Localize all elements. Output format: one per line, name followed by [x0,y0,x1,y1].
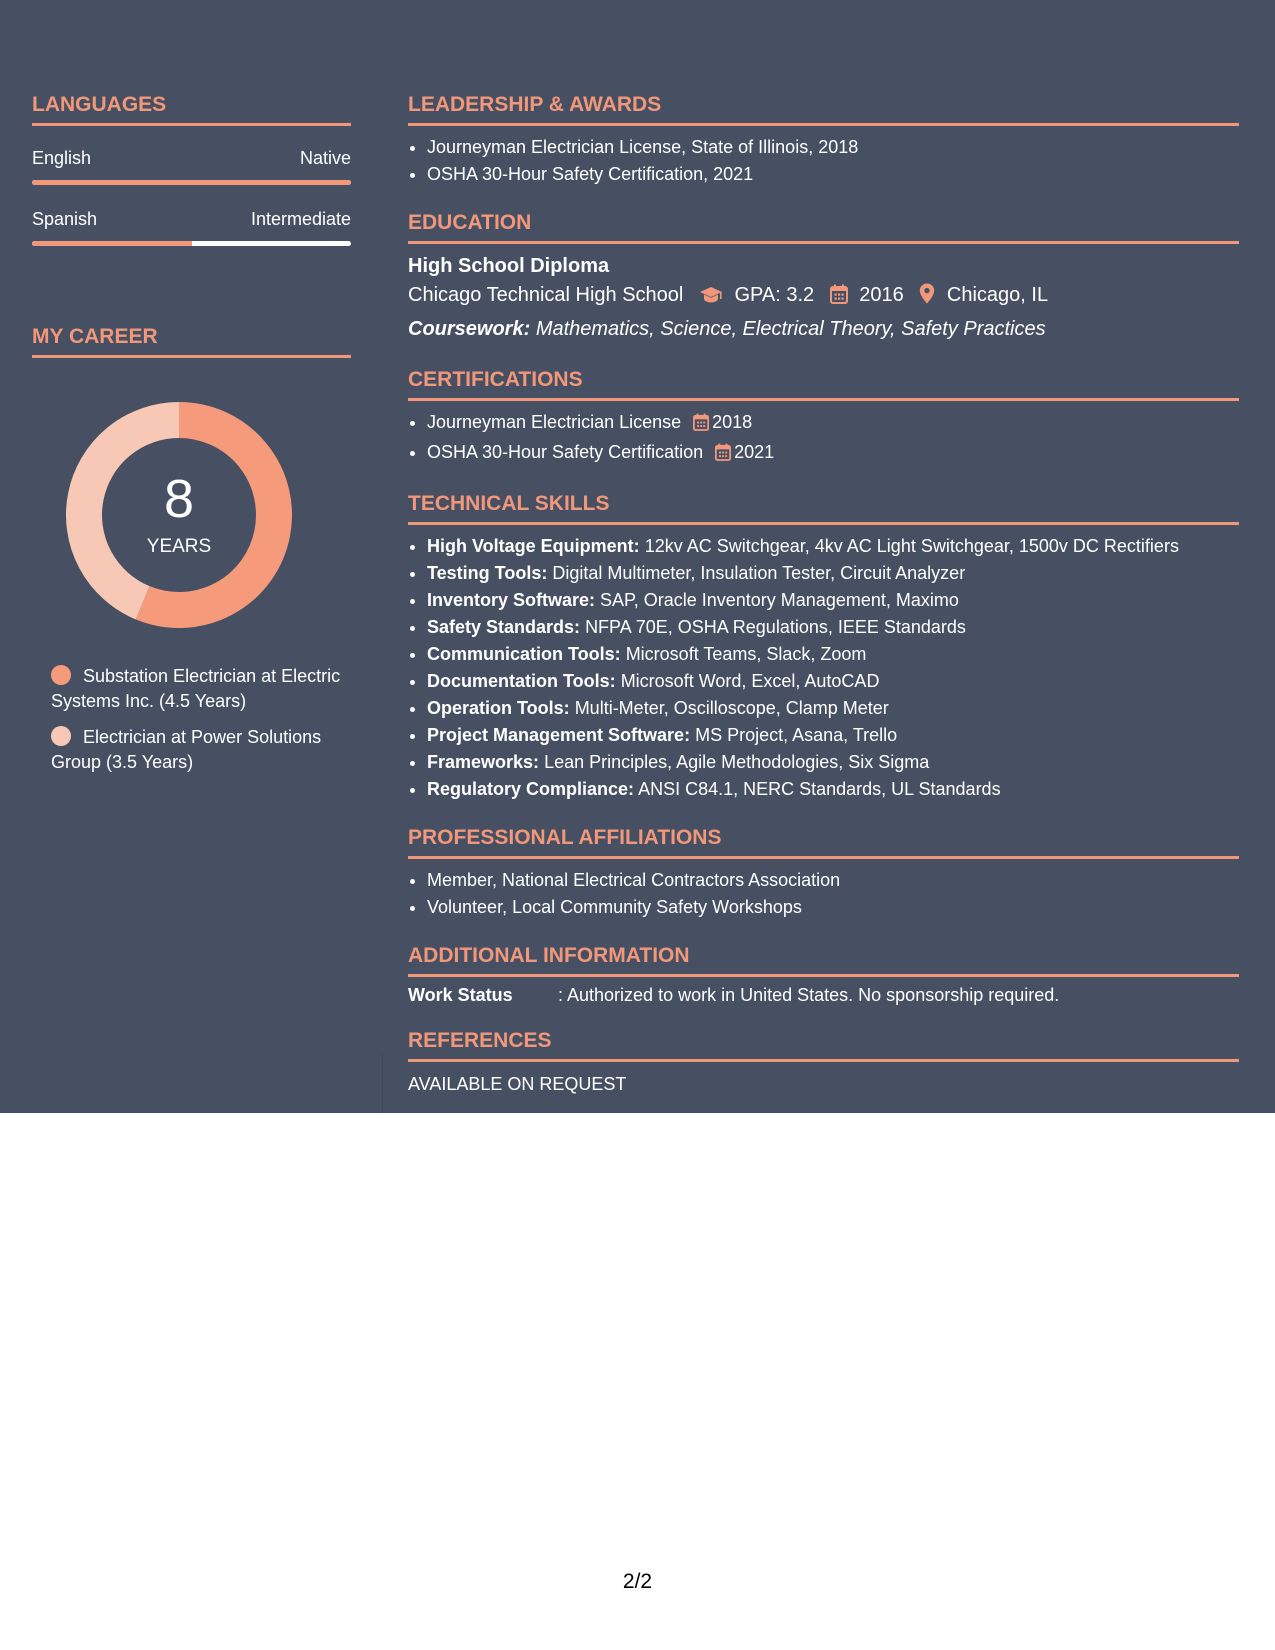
language-name: English [32,148,92,168]
additional-info-title: ADDITIONAL INFORMATION [408,943,1239,977]
skill-value: MS Project, Asana, Trello [695,725,898,745]
legend-dot-icon [51,665,71,685]
education-location: Chicago, IL [946,284,1049,306]
skills-section [408,491,1239,803]
certification-year: 2018 [712,412,753,432]
leadership-section [408,92,1239,188]
language-proficiency-bar [32,241,351,246]
references-section [408,1028,1239,1095]
language-item [32,209,351,246]
language-level: Intermediate [250,209,351,229]
skill-label: Project Management Software: [427,725,691,745]
skill-value: Digital Multimeter, Insulation Tester, Circuit Analyzer [552,563,966,583]
skill-label: Safety Standards: [427,617,581,637]
skill-label: Communication Tools: [427,644,621,664]
skill-value: 12kv AC Switchgear, 4kv AC Light Switchgear, 1500v DC Rectifiers [644,536,1179,556]
skill-value: Lean Principles, Agile Methodologies, Six Sigma [544,752,930,772]
affiliations-title: PROFESSIONAL AFFILIATIONS [408,825,1239,859]
list-item [427,722,1239,749]
list-item [427,641,1239,668]
list-item [427,409,1239,439]
references-text: AVAILABLE ON REQUEST [408,1074,627,1094]
list-item [427,560,1239,587]
list-item: • Volunteer, Local Community Safety Workshops [427,894,1239,921]
certification-year: 2021 [734,442,775,462]
graduation-cap-icon [699,283,723,314]
work-status-row [408,985,1239,1006]
skill-value: NFPA 70E, OSHA Regulations, IEEE Standards [585,617,966,637]
certifications-title: CERTIFICATIONS [408,367,1239,401]
education-section [408,210,1239,345]
career-donut-chart [66,402,292,628]
skill-label: Testing Tools: [427,563,548,583]
legend-item [51,664,341,714]
education-year: 2016 [859,284,904,306]
skill-label: Inventory Software: [427,590,596,610]
skill-label: Documentation Tools: [427,671,616,691]
career-years-unit: YEARS [146,536,212,557]
language-name: Spanish [32,209,98,229]
legend-item [51,725,341,775]
languages-section [32,92,351,246]
work-status-label: Work Status [408,985,513,1005]
list-item [427,695,1239,722]
coursework-value: Mathematics, Science, Electrical Theory, Safety Practices [535,318,1046,340]
certification-name: Journeyman Electrician License [427,412,682,432]
calendar-icon [715,442,731,469]
skill-value: SAP, Oracle Inventory Management, Maximo [600,590,959,610]
legend-label: Electrician at Power Solutions Group (3.5 Years) [51,727,322,772]
certifications-section [408,367,1239,469]
languages-title: LANGUAGES [32,92,351,126]
references-title: REFERENCES [408,1028,1239,1062]
list-item: • Member, National Electrical Contractors Association [427,867,1239,894]
left-column [32,92,351,786]
skill-value: Microsoft Teams, Slack, Zoom [625,644,867,664]
right-column [408,92,1239,1095]
language-proficiency-fill [32,241,192,246]
list-item [427,587,1239,614]
leadership-title: LEADERSHIP & AWARDS [408,92,1239,126]
calendar-icon [693,412,709,439]
leadership-list [408,134,1239,188]
skills-list [408,533,1239,803]
certification-name: OSHA 30-Hour Safety Certification [427,442,704,462]
list-item [427,533,1239,560]
skill-label: Operation Tools: [427,698,570,718]
career-title: MY CAREER [32,324,351,358]
language-proficiency-bar [32,180,351,185]
list-item [427,749,1239,776]
skill-value: Microsoft Word, Excel, AutoCAD [620,671,880,691]
language-proficiency-fill [32,180,351,185]
list-item [427,668,1239,695]
skill-label: Regulatory Compliance: [427,779,635,799]
list-item: • Journeyman Electrician License, State of Illinois, 2018 [427,134,1239,161]
education-title: EDUCATION [408,210,1239,244]
certifications-list [408,409,1239,469]
career-section [32,324,351,775]
skill-label: High Voltage Equipment: [427,536,640,556]
additional-info-section [408,943,1239,1006]
education-details [408,280,1239,314]
skills-title: TECHNICAL SKILLS [408,491,1239,525]
page-number: 2/2 [622,1570,653,1593]
skill-value: Multi-Meter, Oscilloscope, Clamp Meter [574,698,889,718]
legend-label: Substation Electrician at Electric Systems Inc. (4.5 Years) [51,666,341,711]
skill-value: ANSI C84.1, NERC Standards, UL Standards [638,779,1001,799]
list-item [427,776,1239,803]
column-divider [382,1052,383,1113]
work-status-value: : Authorized to work in United States. No sponsorship required. [558,985,1060,1005]
career-legend [51,664,341,775]
list-item [427,439,1239,469]
affiliations-section [408,825,1239,921]
career-total-years: 8 [163,469,195,529]
language-item [32,148,351,185]
coursework-label: Coursework: [408,318,531,340]
skill-label: Frameworks: [427,752,540,772]
legend-dot-icon [51,726,71,746]
list-item [427,614,1239,641]
education-coursework [408,314,1239,345]
calendar-icon [830,283,848,314]
location-pin-icon [919,283,935,314]
language-level: Native [299,148,351,168]
affiliations-list [408,867,1239,921]
education-school: Chicago Technical High School [408,284,684,306]
list-item: • OSHA 30-Hour Safety Certification, 2021 [427,161,1239,188]
education-gpa: GPA: 3.2 [734,284,815,306]
education-degree: High School Diploma [408,255,610,277]
